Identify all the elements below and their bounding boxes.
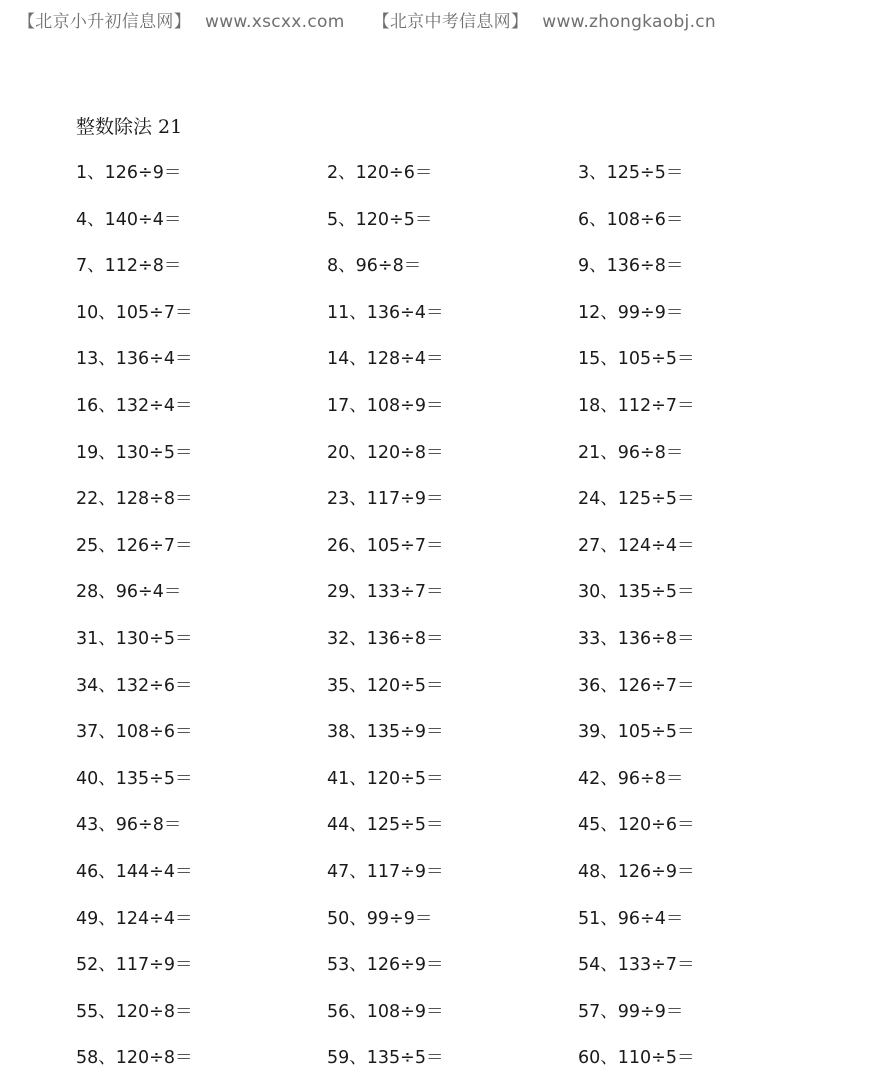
division-problem: 50、99÷9＝ — [327, 908, 433, 929]
division-problem: 54、133÷7＝ — [578, 955, 695, 976]
problem-row — [76, 251, 836, 298]
division-problem: 14、128÷4＝ — [327, 349, 444, 370]
division-problem: 9、136÷8＝ — [578, 256, 684, 277]
problem-row — [76, 764, 836, 811]
problem-row — [76, 205, 836, 252]
division-problem: 43、96÷8＝ — [76, 815, 182, 836]
division-problem: 37、108÷6＝ — [76, 722, 193, 743]
problem-row — [76, 577, 836, 624]
problem-grid — [76, 158, 836, 1090]
division-problem: 52、117÷9＝ — [76, 955, 193, 976]
division-problem: 42、96÷8＝ — [578, 768, 684, 789]
division-problem: 26、105÷7＝ — [327, 535, 444, 556]
division-problem: 47、117÷9＝ — [327, 861, 444, 882]
division-problem: 39、105÷5＝ — [578, 722, 695, 743]
division-problem: 59、135÷5＝ — [327, 1048, 444, 1069]
division-problem: 22、128÷8＝ — [76, 489, 193, 510]
problem-row — [76, 671, 836, 718]
division-problem: 11、136÷4＝ — [327, 302, 444, 323]
page-header — [18, 7, 716, 32]
division-problem: 23、117÷9＝ — [327, 489, 444, 510]
division-problem: 19、130÷5＝ — [76, 442, 193, 463]
problem-row — [76, 484, 836, 531]
division-problem: 38、135÷9＝ — [327, 722, 444, 743]
division-problem: 28、96÷4＝ — [76, 582, 182, 603]
site1-url: www.xscxx.com — [205, 12, 345, 32]
problem-row — [76, 624, 836, 671]
division-problem: 6、108÷6＝ — [578, 209, 684, 230]
division-problem: 32、136÷8＝ — [327, 628, 444, 649]
site1-label: 【北京小升初信息网】 — [18, 12, 191, 32]
division-problem: 2、120÷6＝ — [327, 163, 433, 183]
problem-row — [76, 344, 836, 391]
division-problem: 55、120÷8＝ — [76, 1001, 193, 1022]
division-problem: 10、105÷7＝ — [76, 302, 193, 323]
division-problem: 40、135÷5＝ — [76, 768, 193, 789]
division-problem: 21、96÷8＝ — [578, 442, 684, 463]
division-problem: 48、126÷9＝ — [578, 861, 695, 882]
problem-row — [76, 810, 836, 857]
division-problem: 3、125÷5＝ — [578, 163, 684, 183]
division-problem: 36、126÷7＝ — [578, 675, 695, 696]
division-problem: 4、140÷4＝ — [76, 209, 182, 230]
division-problem: 44、125÷5＝ — [327, 815, 444, 836]
division-problem: 17、108÷9＝ — [327, 395, 444, 416]
worksheet-title: 整数除法 21 — [76, 116, 183, 138]
division-problem: 33、136÷8＝ — [578, 628, 695, 649]
problem-row — [76, 997, 836, 1044]
division-problem: 8、96÷8＝ — [327, 256, 422, 277]
division-problem: 7、112÷8＝ — [76, 256, 182, 277]
problem-row — [76, 158, 836, 205]
division-problem: 56、108÷9＝ — [327, 1001, 444, 1022]
division-problem: 57、99÷9＝ — [578, 1001, 684, 1022]
division-problem: 16、132÷4＝ — [76, 395, 193, 416]
division-problem: 27、124÷4＝ — [578, 535, 695, 556]
problem-row — [76, 438, 836, 485]
division-problem: 1、126÷9＝ — [76, 163, 182, 183]
division-problem: 12、99÷9＝ — [578, 302, 684, 323]
site2-url: www.zhongkaobj.cn — [542, 12, 716, 32]
division-problem: 58、120÷8＝ — [76, 1048, 193, 1069]
division-problem: 25、126÷7＝ — [76, 535, 193, 556]
division-problem: 35、120÷5＝ — [327, 675, 444, 696]
division-problem: 20、120÷8＝ — [327, 442, 444, 463]
division-problem: 18、112÷7＝ — [578, 395, 695, 416]
problem-row — [76, 904, 836, 951]
problem-row — [76, 717, 836, 764]
division-problem: 60、110÷5＝ — [578, 1048, 695, 1069]
division-problem: 24、125÷5＝ — [578, 489, 695, 510]
division-problem: 53、126÷9＝ — [327, 955, 444, 976]
division-problem: 5、120÷5＝ — [327, 209, 433, 230]
problem-row — [76, 1043, 836, 1090]
problem-row — [76, 857, 836, 904]
site2-label: 【北京中考信息网】 — [372, 12, 529, 32]
problem-row — [76, 950, 836, 997]
division-problem: 51、96÷4＝ — [578, 908, 684, 929]
division-problem: 45、120÷6＝ — [578, 815, 695, 836]
problem-row — [76, 391, 836, 438]
division-problem: 46、144÷4＝ — [76, 861, 193, 882]
division-problem: 49、124÷4＝ — [76, 908, 193, 929]
division-problem: 15、105÷5＝ — [578, 349, 695, 370]
division-problem: 34、132÷6＝ — [76, 675, 193, 696]
division-problem: 13、136÷4＝ — [76, 349, 193, 370]
division-problem: 31、130÷5＝ — [76, 628, 193, 649]
division-problem: 29、133÷7＝ — [327, 582, 444, 603]
problem-row — [76, 531, 836, 578]
problem-row — [76, 298, 836, 345]
division-problem: 30、135÷5＝ — [578, 582, 695, 603]
division-problem: 41、120÷5＝ — [327, 768, 444, 789]
